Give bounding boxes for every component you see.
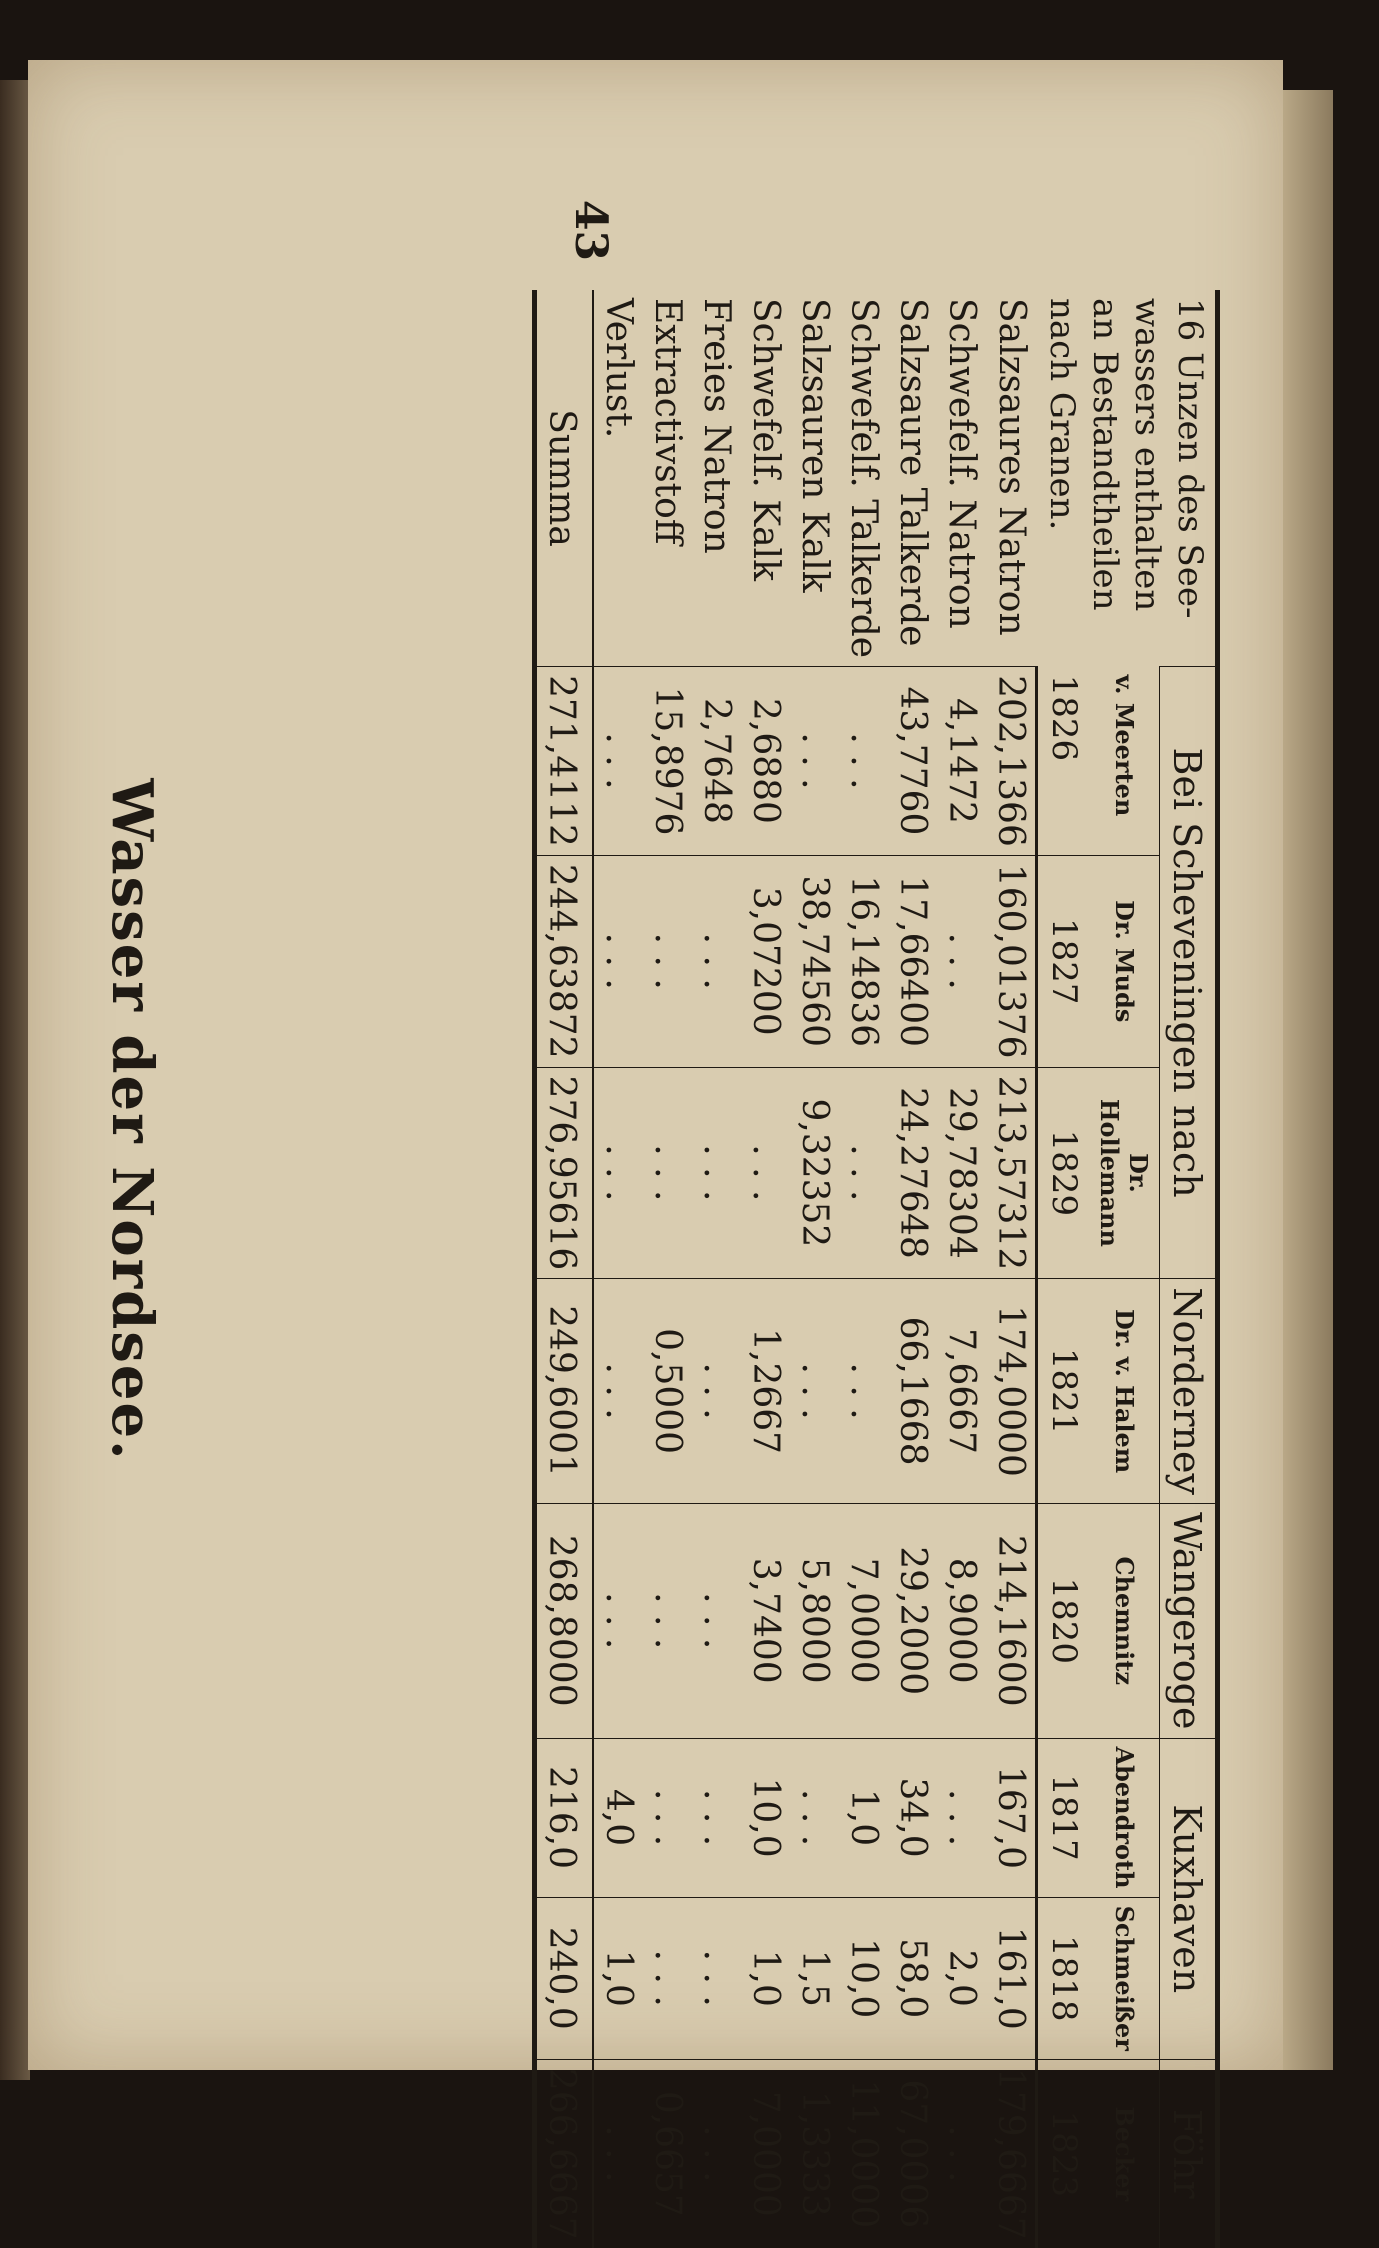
table-cell: 10,0 — [840, 1897, 889, 2059]
table-cell: . . . — [840, 1067, 889, 1279]
table-cell: 8,9000 — [938, 1503, 987, 1738]
table-cell: 1,0 — [840, 1738, 889, 1897]
table-cell: 17,66400 — [889, 855, 938, 1067]
table-cell: 66,1668 — [889, 1279, 938, 1504]
table-cell: 1,3333 — [791, 2059, 840, 2247]
table-cell: 5,8000 — [791, 1503, 840, 1738]
page-number: 43 — [565, 199, 617, 262]
group-wangeroge: Wangeroge — [1159, 1503, 1217, 1738]
table-row — [644, 290, 693, 2248]
table-cell: . . . — [644, 1897, 693, 2059]
table-cell: . . . — [791, 1279, 840, 1504]
table-cell: 10,0 — [742, 1738, 791, 1897]
group-foehr: Föhr — [1159, 2059, 1217, 2247]
author-2: Dr. Hollemann — [1089, 1067, 1159, 1279]
table-cell: 174,0000 — [987, 1279, 1038, 1504]
table-cell: 34,0 — [889, 1738, 938, 1897]
table-cell: . . . — [644, 1503, 693, 1738]
table-cell: . . . — [594, 2059, 644, 2247]
table-cell: 161,0 — [987, 1897, 1038, 2059]
table-cell: 2,6880 — [742, 667, 791, 856]
table-cell: 16,14836 — [840, 855, 889, 1067]
table-cell: . . . — [644, 1738, 693, 1897]
table-cell: . . . — [791, 1738, 840, 1897]
table-row — [693, 290, 742, 2248]
table-cell: 67,0006 — [889, 2059, 938, 2247]
table-row — [791, 290, 840, 2248]
table-cell: 202,1366 — [987, 667, 1038, 856]
table-cell: 213,57312 — [987, 1067, 1038, 1279]
sum-cell: 240,0 — [535, 1897, 594, 2059]
table-cell: . . . — [791, 667, 840, 856]
table-cell: . . . — [693, 1067, 742, 1279]
table-cell: 1,2667 — [742, 1279, 791, 1504]
table-cell: 29,2000 — [889, 1503, 938, 1738]
row-label: Salzsaure Talkerde — [892, 298, 934, 647]
sum-cell: 216,0 — [535, 1738, 594, 1897]
year-0: 1826 — [1037, 667, 1089, 856]
row-label: Freies Natron — [696, 298, 738, 554]
sum-cell: 271,4112 — [535, 667, 594, 856]
table-cell: . . . — [840, 1279, 889, 1504]
table-cell: 43,7760 — [889, 667, 938, 856]
table-cell: . . . — [840, 667, 889, 856]
table-cell: 4,0 — [594, 1738, 644, 1897]
table-cell: 2,7648 — [693, 667, 742, 856]
table-cell: . . . — [693, 1738, 742, 1897]
year-6: 1818 — [1037, 1897, 1089, 2059]
author-4: Chemnitz — [1089, 1503, 1159, 1738]
group-kuxhaven: Kuxhaven — [1159, 1738, 1217, 2059]
table-cell: 1,5 — [791, 1897, 840, 2059]
sum-row — [535, 290, 594, 2248]
page-title: Wasser der Nordsee. — [99, 778, 165, 1462]
table-cell: 38,74560 — [791, 855, 840, 1067]
table-cell: 167,0 — [987, 1738, 1038, 1897]
table-cell: 15,8976 — [644, 667, 693, 856]
table-cell: . . . — [594, 1503, 644, 1738]
corner-label: 16 Unzen des See- wassers enthalten an Bestandtheilen nach Granen. — [1042, 298, 1210, 619]
sum-label: Summa — [535, 290, 594, 667]
table-cell: 58,0 — [889, 1897, 938, 2059]
table-cell: . . . — [693, 1897, 742, 2059]
table-cell: 11,0000 — [840, 2059, 889, 2247]
author-5: Abendroth — [1089, 1738, 1159, 1897]
table-cell: . . . — [644, 855, 693, 1067]
mineral-composition-table — [533, 290, 1221, 2248]
table-cell: . . . — [644, 1067, 693, 1279]
table-cell: . . . — [594, 855, 644, 1067]
table-cell: . . . — [693, 855, 742, 1067]
table-cell: 179,6667 — [987, 2059, 1038, 2247]
author-1: Dr. Muds — [1089, 855, 1159, 1067]
year-3: 1821 — [1037, 1279, 1089, 1504]
table-row — [889, 290, 938, 2248]
row-label: Schwefelf. Kalk — [745, 298, 787, 581]
year-1: 1827 — [1037, 855, 1089, 1067]
year-7: 1823 — [1037, 2059, 1089, 2247]
table-cell: 3,07200 — [742, 855, 791, 1067]
sum-cell: 249,6001 — [535, 1279, 594, 1504]
author-7: Becker — [1089, 2059, 1159, 2247]
table-row — [840, 290, 889, 2248]
rotated-table-region — [10, 270, 1260, 2240]
table-cell: 9,32352 — [791, 1067, 840, 1279]
table-cell: 3,7400 — [742, 1503, 791, 1738]
table-cell: . . . — [594, 1279, 644, 1504]
sum-cell: 266,6667 — [535, 2059, 594, 2247]
table-cell: . . . — [693, 1279, 742, 1504]
table-row — [987, 290, 1038, 2248]
author-0: v. Meerten — [1109, 674, 1139, 817]
table-cell: . . . — [594, 1067, 644, 1279]
table-row — [938, 290, 987, 2248]
table-cell: . . . — [693, 2059, 742, 2247]
year-5: 1817 — [1037, 1738, 1089, 1897]
table-cell: 1,0 — [742, 1897, 791, 2059]
table-cell: 160,01376 — [987, 855, 1038, 1067]
table-cell: . . . — [938, 855, 987, 1067]
author-6: Schmeißer — [1089, 1897, 1159, 2059]
page-edge — [1283, 90, 1333, 2070]
table-cell: . . . — [742, 1067, 791, 1279]
table-cell: . . . — [938, 2059, 987, 2247]
sum-cell: 276,95616 — [535, 1067, 594, 1279]
table-cell: . . . — [594, 667, 644, 856]
table-cell: 7,0000 — [742, 2059, 791, 2247]
table-cell: 0,6657 — [644, 2059, 693, 2247]
group-norderney: Norderney — [1159, 1279, 1217, 1504]
table-cell: 7,0000 — [840, 1503, 889, 1738]
table-cell: . . . — [693, 1503, 742, 1738]
row-label: Schwefelf. Natron — [941, 298, 983, 629]
year-2: 1829 — [1037, 1067, 1089, 1279]
group-scheveningen: Bei Scheveningen nach — [1159, 667, 1217, 1279]
row-label: Schwefelf. Talkerde — [843, 298, 885, 659]
author-3: Dr. v. Halem — [1089, 1279, 1159, 1504]
sum-cell: 268,8000 — [535, 1503, 594, 1738]
table-cell: 29,78304 — [938, 1067, 987, 1279]
table-cell: 2,0 — [938, 1897, 987, 2059]
table-cell: 24,27648 — [889, 1067, 938, 1279]
table-row — [594, 290, 644, 2248]
year-4: 1820 — [1037, 1503, 1089, 1738]
row-label: Salzsaures Natron — [991, 298, 1033, 636]
row-label: Salzsauren Kalk — [794, 298, 836, 593]
table-cell: 7,6667 — [938, 1279, 987, 1504]
table-row — [742, 290, 791, 2248]
table-cell: 0,5000 — [644, 1279, 693, 1504]
row-label: Extractivstoff — [647, 298, 689, 545]
row-label: Verlust. — [598, 298, 640, 439]
table-cell: 4,1472 — [938, 667, 987, 856]
table-cell: 1,0 — [594, 1897, 644, 2059]
sum-cell: 244,63872 — [535, 855, 594, 1067]
table-cell: 214,1600 — [987, 1503, 1038, 1738]
table-cell: . . . — [938, 1738, 987, 1897]
